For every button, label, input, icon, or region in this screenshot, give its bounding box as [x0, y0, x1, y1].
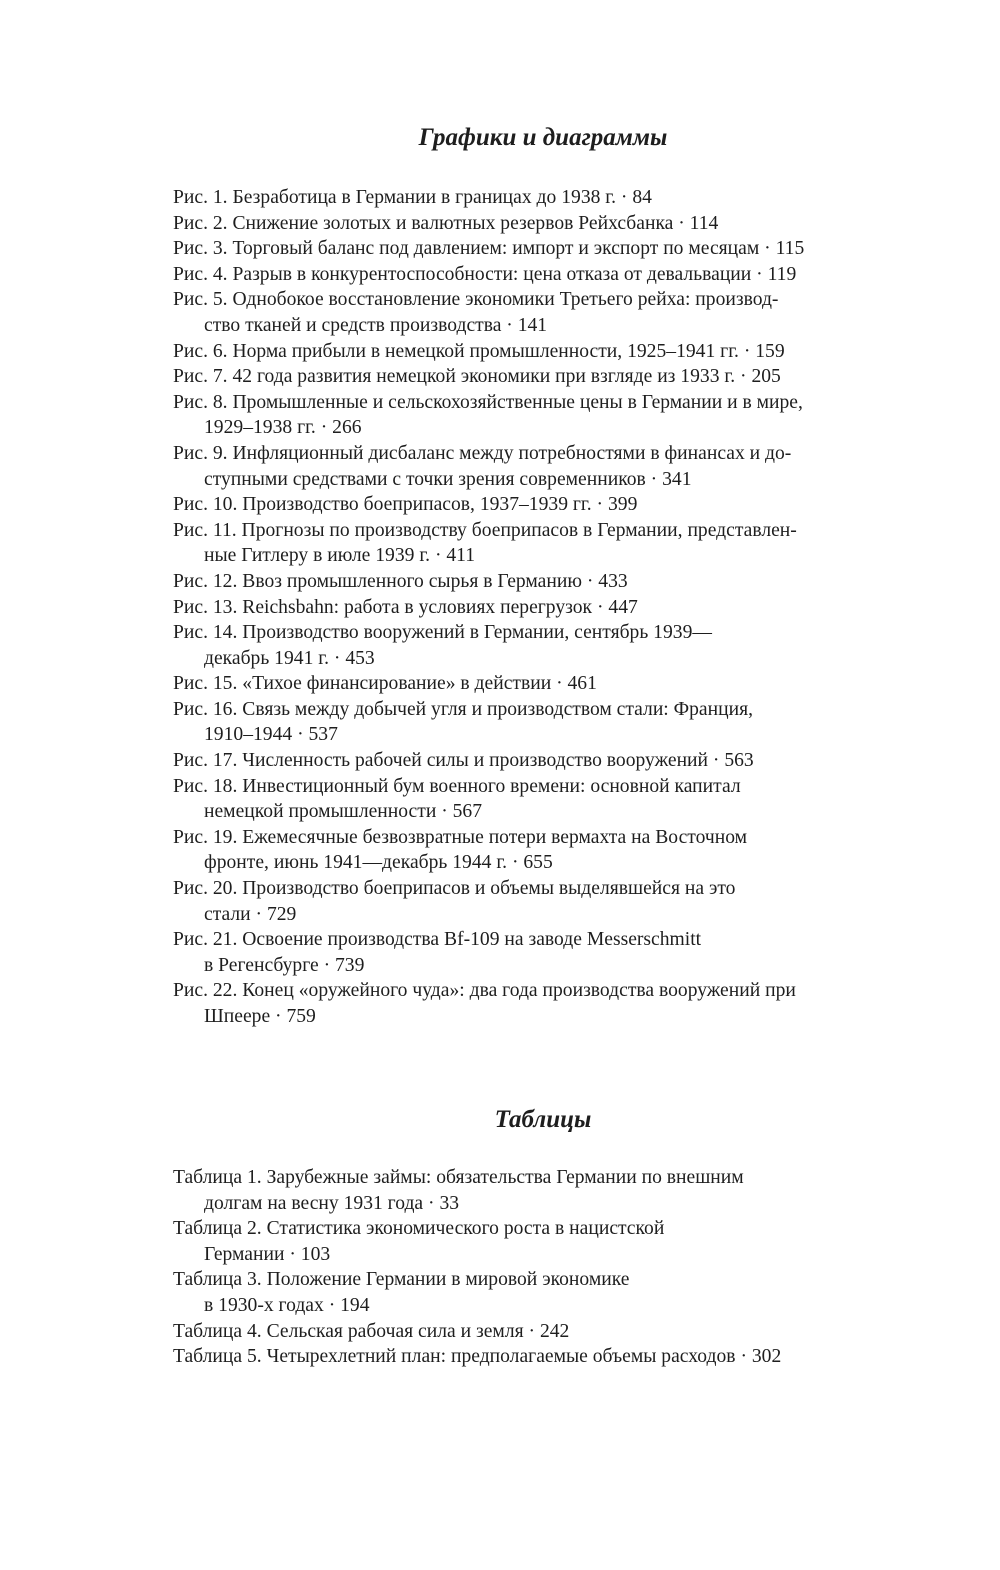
- figure-entry: [173, 697, 933, 748]
- entry-continuation-line: стали · 729: [204, 903, 297, 925]
- entry-line: Рис. 3. Торговый баланс под давлением: импорт и экспорт по месяцам · 115: [173, 238, 805, 260]
- figure-entry: [173, 569, 933, 595]
- tables-heading: Таблицы: [494, 1106, 592, 1133]
- entry-line: Рис. 20. Производство боеприпасов и объемы выделявшейся на это: [173, 878, 736, 900]
- entry-line: Рис. 7. 42 года развития немецкой экономики при взгляде из 1933 г. · 205: [173, 366, 781, 388]
- entry-continuation-line: ство тканей и средств производства · 141: [204, 314, 548, 336]
- figure-entry: [173, 876, 933, 927]
- figure-entry: [173, 185, 933, 211]
- figure-entry: [173, 671, 933, 697]
- table-entry: [173, 1165, 933, 1216]
- entry-line: Рис. 17. Численность рабочей силы и производство вооружений · 563: [173, 750, 754, 772]
- entry-line: Рис. 2. Снижение золотых и валютных резервов Рейхсбанка · 114: [173, 212, 719, 234]
- figures-list: [173, 185, 933, 1030]
- entry-line: Рис. 22. Конец «оружейного чуда»: два года производства вооружений при: [173, 980, 796, 1002]
- entry-line: Рис. 14. Производство вооружений в Германии, сентябрь 1939—: [173, 622, 712, 644]
- figure-entry: [173, 287, 933, 338]
- table-entry: [173, 1216, 933, 1267]
- entry-continuation-line: 1910–1944 · 537: [204, 724, 338, 746]
- entry-continuation-line: ступными средствами с точки зрения современников · 341: [204, 468, 692, 490]
- table-entry: [173, 1267, 933, 1318]
- figure-entry: [173, 774, 933, 825]
- entry-continuation-line: Германии · 103: [204, 1243, 331, 1265]
- figures-heading: Графики и диаграммы: [418, 124, 668, 151]
- entry-continuation-line: ные Гитлеру в июле 1939 г. · 411: [204, 545, 476, 567]
- entry-continuation-line: фронте, июнь 1941—декабрь 1944 г. · 655: [204, 852, 553, 874]
- table-entry: [173, 1344, 933, 1370]
- figure-entry: [173, 518, 933, 569]
- figure-entry: [173, 441, 933, 492]
- entry-continuation-line: долгам на весну 1931 года · 33: [204, 1192, 460, 1214]
- entry-line: Таблица 4. Сельская рабочая сила и земля · 242: [173, 1320, 570, 1342]
- figure-entry: [173, 339, 933, 365]
- figure-entry: [173, 262, 933, 288]
- entry-line: Рис. 12. Ввоз промышленного сырья в Германию · 433: [173, 570, 628, 592]
- figure-entry: [173, 390, 933, 441]
- entry-line: Рис. 16. Связь между добычей угля и производством стали: Франция,: [173, 698, 753, 720]
- figure-entry: [173, 211, 933, 237]
- entry-line: Таблица 2. Статистика экономического роста в нацистской: [173, 1218, 665, 1240]
- figure-entry: [173, 364, 933, 390]
- entry-line: Рис. 21. Освоение производства Bf-109 на заводе Messerschmitt: [173, 929, 702, 951]
- entry-continuation-line: в Регенсбурге · 739: [204, 954, 365, 976]
- figure-entry: [173, 748, 933, 774]
- figure-entry: [173, 492, 933, 518]
- entry-line: Таблица 1. Зарубежные займы: обязательства Германии по внешним: [173, 1167, 744, 1188]
- entry-line: Рис. 19. Ежемесячные безвозвратные потери вермахта на Восточном: [173, 826, 748, 848]
- entry-continuation-line: 1929–1938 гг. · 266: [204, 417, 362, 439]
- entry-line: Рис. 5. Однобокое восстановление экономики Третьего рейха: производ-: [173, 289, 779, 311]
- entry-line: Таблица 5. Четырехлетний план: предполагаемые объемы расходов · 302: [173, 1346, 782, 1368]
- entry-line: Рис. 6. Норма прибыли в немецкой промышленности, 1925–1941 гг. · 159: [173, 340, 785, 362]
- entry-line: Таблица 3. Положение Германии в мировой экономике: [173, 1269, 630, 1291]
- figure-entry: [173, 978, 933, 1029]
- entry-line: Рис. 15. «Тихое финансирование» в действии · 461: [173, 673, 597, 695]
- entry-line: Рис. 9. Инфляционный дисбаланс между потребностями в финансах и до-: [173, 442, 792, 464]
- figure-entry: [173, 927, 933, 978]
- entry-continuation-line: немецкой промышленности · 567: [204, 801, 483, 823]
- figure-entry: [173, 595, 933, 621]
- table-entry: [173, 1319, 933, 1345]
- entry-line: Рис. 1. Безработица в Германии в границах до 1938 г. · 84: [173, 187, 652, 208]
- entry-line: Рис. 8. Промышленные и сельскохозяйственные цены в Германии и в мире,: [173, 391, 803, 413]
- entry-line: Рис. 18. Инвестиционный бум военного времени: основной капитал: [173, 775, 741, 797]
- entry-line: Рис. 4. Разрыв в конкурентоспособности: цена отказа от девальвации · 119: [173, 263, 797, 285]
- figure-entry: [173, 825, 933, 876]
- figure-entry: [173, 236, 933, 262]
- entry-line: Рис. 13. Reichsbahn: работа в условиях перегрузок · 447: [173, 596, 638, 618]
- figure-entry: [173, 620, 933, 671]
- tables-list: [173, 1165, 933, 1370]
- entry-line: Рис. 11. Прогнозы по производству боеприпасов в Германии, представлен-: [173, 519, 797, 541]
- entry-continuation-line: декабрь 1941 г. · 453: [204, 647, 375, 669]
- entry-continuation-line: в 1930-х годах · 194: [204, 1294, 370, 1316]
- entry-line: Рис. 10. Производство боеприпасов, 1937–1939 гг. · 399: [173, 494, 638, 516]
- entry-continuation-line: Шпеере · 759: [204, 1006, 316, 1027]
